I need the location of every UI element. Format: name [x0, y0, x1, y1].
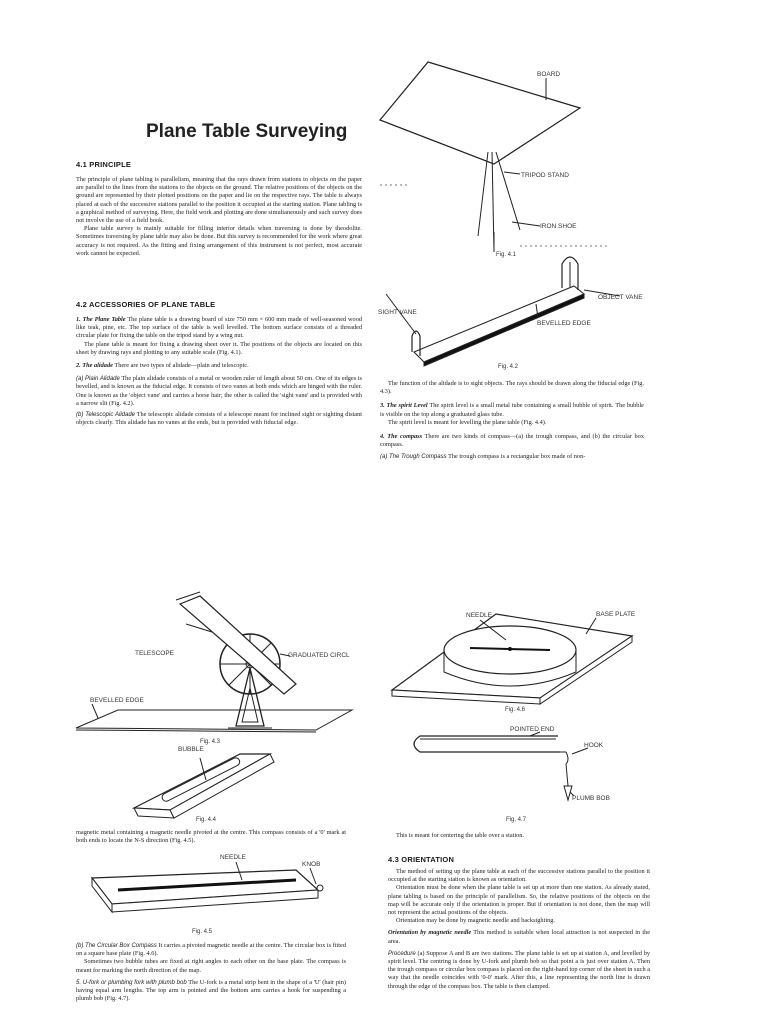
- magnetic-needle-text: This method is suitable when local attraction is not suspected in the area.: [388, 929, 651, 945]
- alidade-function-paragraph: The function of the alidade is to sight objects. The rays should be drawn along the fiducial edge (Fig. 4.3).: [380, 380, 644, 396]
- telescopic-alidade-heading: (b) Telescopic Alidade: [76, 412, 136, 419]
- trough-compass-text: The trough compass is a rectangular box made of non-: [448, 453, 586, 461]
- fig-4-2-bevel-label: BEVELLED EDGE: [537, 320, 591, 327]
- plane-table-paragraph-2: The plane table is meant for fixing a drawing sheet over it. The positions of the objects are located on this sheet by drawing rays and plotting to any suitable scale (Fig. 4.1).: [76, 340, 362, 356]
- spirit-level-text: The spirit level is a small metal tube containing a small bubble of spirit. The bubble is visible on the top along a graduated glass tube.: [380, 402, 644, 418]
- u-fork-text: The U-fork is a metal strip bent in the shape of a 'U' (hair pin) having equal arm lengths. The top arm is pointed and the bottom arm carries a hook for suspending a plumb bob (Fig. 4.7).: [76, 978, 347, 1003]
- fig-4-6-needle-label: NEEDLE: [466, 612, 493, 619]
- plain-alidade-text: The plain alidade consists of a metal or wooden ruler of length about 50 cm. One of its edges is bevelled, and is known as the fiducial edge. It consists of two vanes at both ends which are hinged with the ruler. One is known as the 'object vane' and carries a horse hair; the other is called the 'sight vane' and is provided with a narrow slit (Fig. 4.2).: [76, 375, 362, 407]
- procedure-paragraph: [388, 950, 650, 991]
- fig-4-3-graduated-label: GRADUATED CIRCL: [288, 652, 350, 659]
- fig-4-5-knob-label: KNOB: [302, 861, 321, 868]
- fig-4-4-caption: Fig. 4.4: [196, 817, 217, 823]
- spirit-level-paragraph-2: The spirit level is meant for levelling the plane table (Fig. 4.4).: [388, 418, 547, 426]
- compass-text: There are two kinds of compass—(a) the trough compass, and (b) the circular box compass.: [380, 433, 644, 449]
- fig-4-3-bevel-label: BEVELLED EDGE: [90, 697, 144, 704]
- fig-4-7-caption: Fig. 4.7: [506, 817, 527, 823]
- page-title: Plane Table Surveying: [146, 121, 348, 142]
- fig-4-1-shoe-label: IRON SHOE: [540, 223, 577, 230]
- fig-4-3-telescope-label: TELESCOPE: [135, 650, 175, 657]
- fig-4-7-hook-label: HOOK: [584, 742, 604, 749]
- principle-paragraph-2: Plane table survey is mainly suitable for filling interior details when traversing is done by theodolite. Sometimes traversing by plane table may also be done. But this survey is recommended for the work where great accuracy is not required. As the fitting and fixing arrangement of this instrument is not perfect, most accurate work cannot be expected.: [76, 225, 362, 257]
- fig-4-7-plumb-bob-label: PLUMB BOB: [572, 795, 610, 802]
- trough-compass-continuation: magnetic metal containing a magnetic needle pivoted at the centre. This compass consists of a '0' mark at both ends to locate the N-S direction (Fig. 4.5).: [76, 829, 346, 845]
- compass-heading: 4. The compass: [380, 433, 423, 441]
- procedure-heading: Procedure: [388, 950, 416, 957]
- fig-4-1-board-label: BOARD: [537, 71, 561, 78]
- procedure-text: (a) Suppose A and B are two stations. The plane table is set up at station A, and levelled by spirit level. The centring is done by U-fork and plumb bob so that point a is just over station A. Then the trough compass or circular box compass is placed on the right-hand top corner of the sheet in such a way that the needle coincides with '0-0' mark. After this, a line representing the north line is drawn through the edge of the compass box. The table is then clamped.: [388, 949, 650, 990]
- fig-4-1-caption: Fig. 4.1: [496, 252, 517, 258]
- alidade-heading: 2. The alidade: [76, 362, 113, 370]
- orientation-paragraph-3: Orientation may be done by magnetic needle and backsighting.: [396, 917, 555, 925]
- alidade-text: There are two types of alidade—plain and telescopic.: [114, 362, 249, 370]
- fig-4-2-sight-vane-label: SIGHT VANE: [378, 309, 417, 316]
- fig-4-2-caption: Fig. 4.2: [498, 364, 519, 370]
- fig-4-6-base-plate-label: BASE PLATE: [596, 611, 636, 618]
- fig-4-6-caption: Fig. 4.6: [505, 707, 526, 713]
- fig-4-4-bubble-label: BUBBLE: [178, 746, 204, 753]
- fig-4-5-needle-label: NEEDLE: [220, 854, 247, 861]
- orientation-paragraph-2: Orientation must be done when the plane table is set up at more than one station. As already stated, plane tabling is based on the principle of parallelism. So, the relative positions of the objects on the map will be accurate only if the orientation is proper. But if orientation is not done, then the map will not represent the actual positions of the objects.: [388, 884, 650, 917]
- trough-compass-heading: (a) The Trough Compass: [380, 454, 447, 461]
- fig-4-3-caption: Fig. 4.3: [200, 739, 221, 745]
- circular-compass-text: It carries a pivoted magnetic needle at the centre. The circular box is fitted on a square base plate (Fig. 4.6).: [76, 942, 346, 958]
- fig-4-5-caption: Fig. 4.5: [192, 929, 213, 935]
- magnetic-needle-paragraph: [388, 929, 650, 945]
- magnetic-needle-heading: Orientation by magnetic needle: [388, 929, 472, 937]
- plane-table-text: The plane table is a drawing board of size 750 mm × 600 mm made of well-seasoned wood like teak, pine, etc. The top surface of the table is well levelled. The bottom surface consists of a threaded circular plate for fixing the table on the tripod stand by a wing nut.: [76, 316, 362, 340]
- fig-4-1-tripod-label: TRIPOD STAND: [521, 172, 569, 179]
- orientation-paragraph-1: The method of setting up the plane table at each of the successive stations parallel to the position it occupied at the starting station is known as orientation.: [388, 868, 650, 884]
- fig-4-2-object-vane-label: OBJECT VANE: [598, 294, 643, 301]
- plane-table-heading: 1. The Plane Table: [76, 316, 126, 323]
- principle-paragraph-1: The principle of plane tabling is parallelism, meaning that the rays drawn from stations to objects on the paper are parallel to the lines from the stations to the objects on the ground. The relative positions of the objects on the ground are represented by their plotted positions on the paper and lie on the respective rays. The table is always placed at each of the successive stations parallel to the position it occupied at the starting station. Plane tabling is a graphical method of surveying. Here, the field work and plotting are done simultaneously and such survey does not involve the use of a field book.: [76, 176, 362, 225]
- circular-compass-paragraph-2: Sometimes two bubble tubes are fixed at right angles to each other on the base plate. The compass is meant for marking the north direction of the map.: [76, 958, 346, 974]
- section-heading-accessories: 4.2 ACCESSORIES OF PLANE TABLE: [76, 300, 216, 309]
- plain-alidade-heading: (a) Plain Alidade: [76, 376, 120, 383]
- u-fork-purpose-text: This is meant for centering the table over a station.: [396, 832, 524, 839]
- section-heading-orientation: 4.3 ORIENTATION: [388, 855, 455, 864]
- circular-compass-heading: (b) The Circular Box Compass: [76, 943, 157, 949]
- fig-4-7-pointed-end-label: POINTED END: [510, 726, 555, 733]
- u-fork-heading: 5. U-fork or plumbing fork with plumb bob: [76, 979, 187, 986]
- telescopic-alidade-text: The telescopic alidade consists of a telescope meant for inclined sight or sighting distant objects clearly. This alidade has no vanes at the ends, but is provided with fiducial edge.: [76, 411, 362, 427]
- section-heading-principle: 4.1 PRINCIPLE: [76, 160, 132, 169]
- spirit-level-heading: 3. The spirit Level: [380, 402, 428, 410]
